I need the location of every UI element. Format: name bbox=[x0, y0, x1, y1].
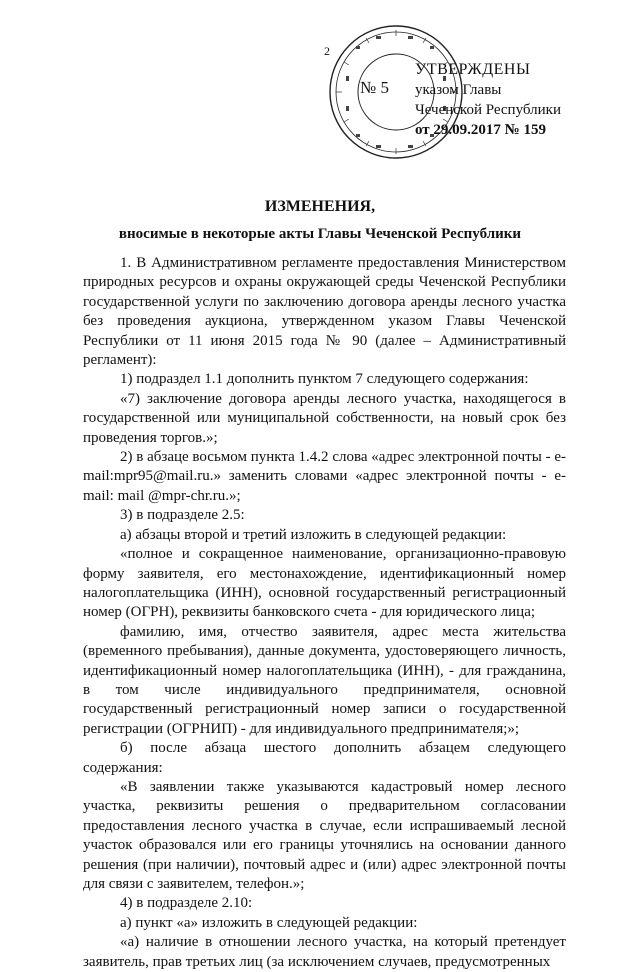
paragraph: а) пункт «а» изложить в следующей редакции: bbox=[120, 914, 418, 931]
document-title: ИЗМЕНЕНИЯ, bbox=[264, 198, 376, 215]
document-body bbox=[83, 240, 566, 972]
paragraph: а) абзацы второй и третий изложить в следующей редакции: bbox=[120, 526, 507, 543]
stamp-mark: 2 bbox=[324, 44, 330, 58]
paragraph: б) после абзаца шестого дополнить абзацем следующего содержания: bbox=[83, 740, 566, 776]
paragraph: фамилию, имя, отчество заявителя, адрес места жительства (временного пребывания), данные документа, удостоверяющего личность, идентификационный номер налогоплательщика (ИНН), - для гражданина, в том числе индивидуального предпринимателя, основной государственный регистрационный номер записи о государственной регистрации (ОГРНИП) - для индивидуального предпринимателя;»; bbox=[83, 623, 566, 737]
paragraph: «а) наличие в отношении лесного участка, на который претендует заявитель, прав третьих лиц (за исключением случаев, предусмотренных bbox=[83, 934, 566, 970]
document-subtitle: вносимые в некоторые акты Главы Чеченской Республики bbox=[118, 226, 522, 242]
paragraph: «В заявлении также указываются кадастровый номер лесного участка, реквизиты решения о предварительном согласовании предоставления лесного участка в случае, если испрашиваемый лесной участок образовался или его границы уточнялись на основании данного решения (при наличии), почтовый адрес и (или) адрес электронной почты для связи с заявителем, телефон.»; bbox=[83, 778, 566, 892]
paragraph: «полное и сокращенное наименование, организационно-правовую форму заявителя, его местонахождение, идентификационный номер налогоплательщика (ИНН), основной государственный регистрационный номер (ОГРН), реквизиты банковского счета - для юридического лица; bbox=[83, 546, 566, 621]
paragraph: 3) в подразделе 2.5: bbox=[120, 507, 245, 524]
paragraph: 1) подраздел 1.1 дополнить пунктом 7 следующего содержания: bbox=[120, 371, 529, 388]
approval-line-2: Чеченской Республики bbox=[415, 102, 561, 118]
paragraph: 4) в подразделе 2.10: bbox=[120, 895, 253, 912]
paragraph: «7) заключение договора аренды лесного участка, находящегося в государственной или муниципальной собственности, на новый срок без проведения торгов.»; bbox=[83, 390, 566, 446]
approval-title: УТВЕРЖДЕНЫ bbox=[415, 61, 531, 78]
paragraph: 2) в абзаце восьмом пункта 1.4.2 слова «адрес электронной почты - e-mail:mpr95@mail.ru.» заменить словами «адрес электронной почты - e-mail: mail @mpr-chr.ru.»; bbox=[83, 449, 566, 504]
approval-line-1: указом Главы bbox=[415, 82, 502, 98]
stamp-number: № 5 bbox=[360, 78, 389, 97]
approval-block bbox=[415, 60, 635, 140]
approval-date: от 29.09.2017 № 159 bbox=[415, 122, 546, 138]
paragraph: 1. В Административном регламенте предоставления Министерством природных ресурсов и охраны окружающей среды Чеченской Республики государственной услуги по заключению договора аренды лесного участка без проведения аукциона, утвержденном указом Главы Чеченской Республики от 11 июня 2015 года № 90 (далее – Административный регламент): bbox=[83, 255, 566, 369]
